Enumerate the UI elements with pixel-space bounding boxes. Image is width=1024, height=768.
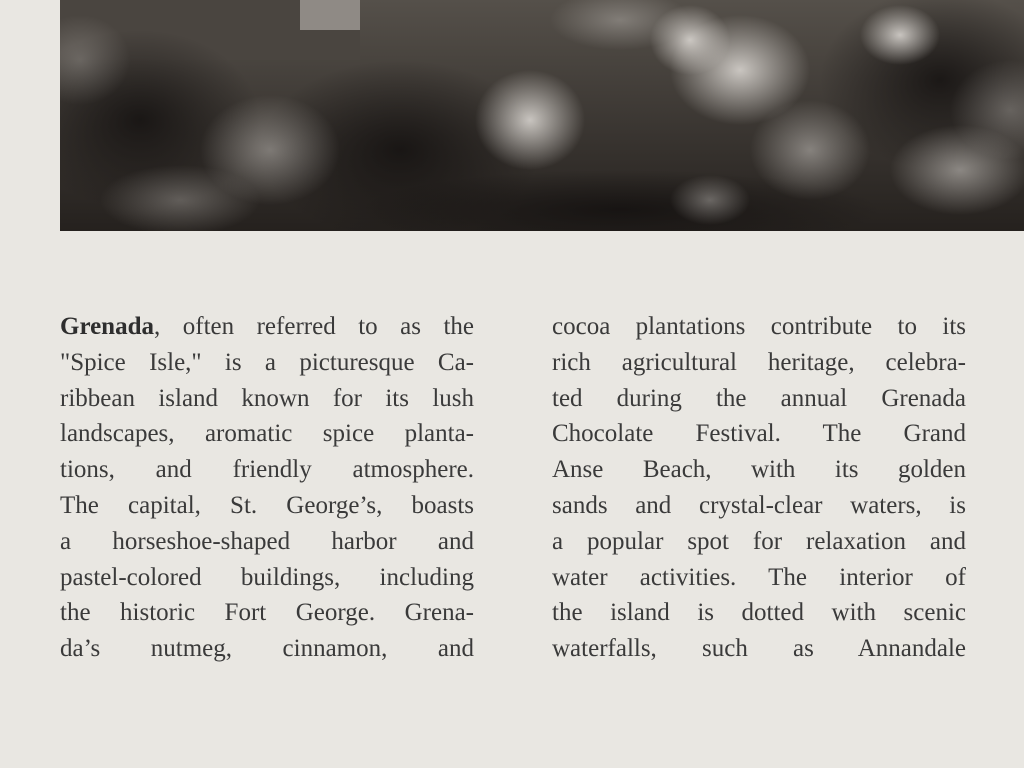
lead-word: Grenada xyxy=(60,313,154,340)
text-line xyxy=(60,309,474,345)
text-line: Chocolate Festival. The Grand xyxy=(552,420,966,448)
text-line: tions, and friendly atmosphere. xyxy=(60,456,474,484)
text-line: rich agricultural heritage, celebra- xyxy=(552,348,966,376)
text-line: cocoa plantations contribute to its xyxy=(552,313,966,340)
header-photo-forest xyxy=(60,0,1024,231)
text-line: a horseshoe-shaped harbor and xyxy=(60,527,474,555)
forest-image xyxy=(60,0,1024,231)
text-line: ribbean island known for its lush xyxy=(60,384,474,412)
text-line: the island is dotted with scenic xyxy=(552,599,966,627)
article-column-left xyxy=(60,309,474,667)
article-column-right xyxy=(552,309,966,667)
text-line: water activities. The interior of xyxy=(552,563,966,591)
text-line: ted during the annual Grenada xyxy=(552,384,966,412)
text-line: sands and crystal-clear waters, is xyxy=(552,491,966,519)
text-line: a popular spot for relaxation and xyxy=(552,527,966,555)
text-line: Anse Beach, with its golden xyxy=(552,456,966,484)
text-line: da’s nutmeg, cinnamon, and xyxy=(60,635,474,663)
text-line: The capital, St. George’s, boasts xyxy=(60,491,474,519)
text-line: landscapes, aromatic spice planta- xyxy=(60,420,474,448)
text-line: the historic Fort George. Grena- xyxy=(60,599,474,627)
text-line: pastel-colored buildings, including xyxy=(60,563,474,591)
text-line: "Spice Isle," is a picturesque Ca- xyxy=(60,348,474,376)
lead-line-rest: , often referred to as the xyxy=(154,313,474,340)
text-line: waterfalls, such as Annandale xyxy=(552,635,966,663)
